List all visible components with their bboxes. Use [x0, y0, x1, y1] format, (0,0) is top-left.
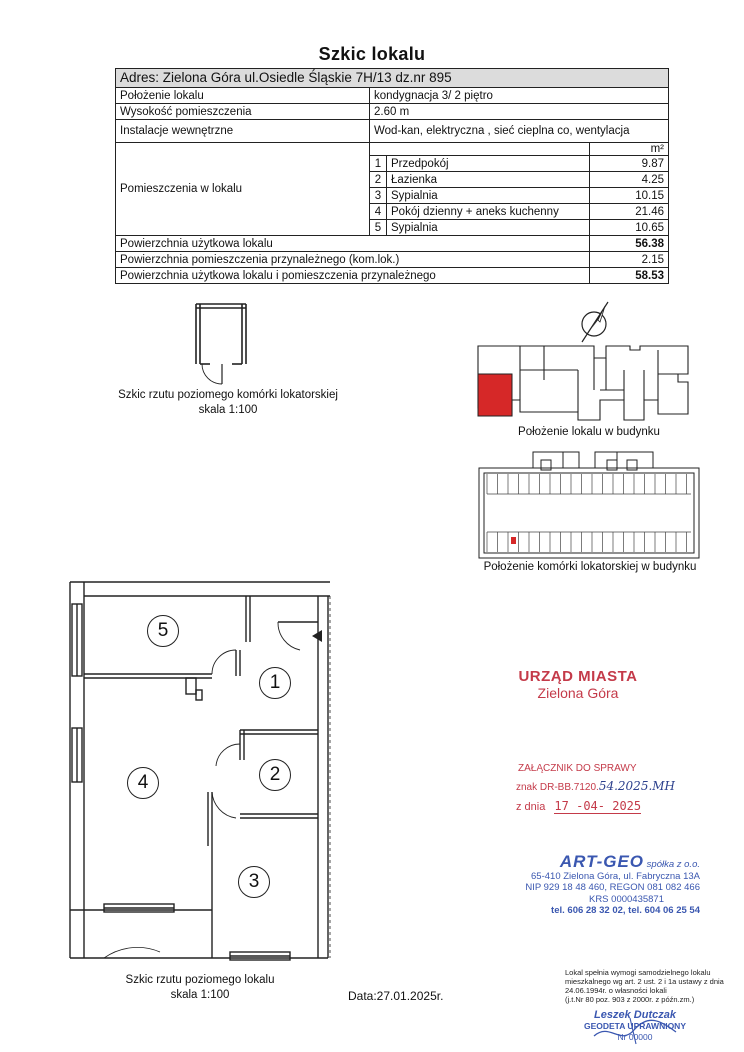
storage-highlight [511, 537, 516, 544]
row-label: Instalacje wewnętrzne [116, 120, 370, 143]
attachment-stamp-line1: ZAŁĄCZNIK DO SPRAWY [518, 763, 637, 774]
building-location-plan [474, 340, 704, 425]
plan-caption-line2: skala 1:100 [170, 989, 230, 1001]
legal-note-line: 24.06.1994r. o własności lokali [565, 986, 667, 995]
attachment-stamp-date-hand: 17 -04- 2025 [554, 799, 642, 813]
row-value: 2.60 m [370, 104, 669, 120]
room-name: Sypialnia [387, 220, 590, 236]
legal-note-line: Lokal spełnia wymogi samodzielnego lokalu [565, 968, 711, 977]
storage-caption-line1: Szkic rzutu poziomego komórki lokatorskiej [118, 389, 338, 401]
room-area: 21.46 [590, 204, 669, 220]
room-name: Pokój dzienny + aneks kuchenny [387, 204, 590, 220]
row-label: Wysokość pomieszczenia [116, 104, 370, 120]
entrance-marker-icon [312, 630, 322, 642]
total-value: 2.15 [590, 252, 669, 268]
company-stamp [490, 852, 700, 917]
table-row [116, 143, 669, 156]
room-number: 4 [370, 204, 387, 220]
room-name: Przedpokój [387, 156, 590, 172]
total-label: Powierzchnia pomieszczenia przynależnego (kom.lok.) [116, 252, 590, 268]
room-number: 3 [370, 188, 387, 204]
room-area: 10.65 [590, 220, 669, 236]
room-name: Sypialnia [387, 188, 590, 204]
total-label: Powierzchnia użytkowa lokalu i pomieszczenia przynależnego [116, 268, 590, 284]
room-area: 9.87 [590, 156, 669, 172]
room-number: 5 [370, 220, 387, 236]
total-row [116, 268, 669, 284]
units-label: m² [590, 143, 669, 156]
surveyor-number: Nr 00000 [617, 1032, 653, 1042]
room-1-label: 1 [259, 667, 291, 699]
basement-storage-plan [477, 448, 702, 560]
company-krs: KRS 0000435871 [588, 893, 664, 905]
storage-caption [95, 388, 361, 418]
row-value: kondygnacja 3/ 2 piętro [370, 88, 669, 104]
table-row [116, 88, 669, 104]
page-title: Szkic lokalu [318, 44, 426, 64]
row-label: Położenie lokalu [116, 88, 370, 104]
office-stamp-line2: Zielona Góra [537, 685, 619, 701]
company-nip: NIP 929 18 48 460, REGON 081 082 466 [525, 882, 700, 893]
legal-note-line: (j.t.Nr 80 poz. 903 z 2000r. z późn.zm.) [565, 995, 695, 1004]
attachment-stamp [516, 763, 716, 813]
storage-cell-sketch [180, 298, 260, 388]
room-number: 2 [370, 172, 387, 188]
room-3-label: 3 [238, 866, 270, 898]
table-row [116, 120, 669, 143]
storage-location-caption: Położenie komórki lokatorskiej w budynku [483, 561, 697, 573]
apartment-floor-plan [60, 578, 350, 970]
company-logo: ART-GEO [559, 852, 645, 871]
company-suffix: spółka z o.o. [646, 859, 700, 870]
rooms-label: Pomieszczenia w lokalu [116, 143, 370, 236]
room-area: 4.25 [590, 172, 669, 188]
attachment-stamp-date-prefix: z dnia [516, 801, 546, 813]
address: Adres: Zielona Góra ul.Osiedle Śląskie 7H/13 dz.nr 895 [116, 69, 669, 88]
plan-caption [90, 973, 310, 1003]
apartment-highlight [478, 374, 512, 416]
surveyor-title: GEODETA UPRAWNIONY [583, 1021, 686, 1031]
storage-caption-line2: skala 1:100 [198, 404, 258, 416]
total-row [116, 252, 669, 268]
plan-caption-line1: Szkic rzutu poziomego lokalu [125, 974, 275, 986]
date-label: Data:27.01.2025r. [348, 989, 444, 1003]
table-row [116, 104, 669, 120]
total-value: 56.38 [590, 236, 669, 252]
attachment-stamp-sign-prefix: znak DR-BB.7120. [516, 782, 599, 793]
total-label: Powierzchnia użytkowa lokalu [116, 236, 590, 252]
office-stamp-line1: URZĄD MIASTA [518, 668, 638, 685]
room-area: 10.15 [590, 188, 669, 204]
info-table [115, 68, 669, 284]
legal-note [565, 968, 735, 1004]
location-caption: Położenie lokalu w budynku [518, 426, 660, 438]
attachment-stamp-sign-hand: 54.2025.MH [598, 779, 676, 793]
signature-scribble-icon [590, 1012, 680, 1048]
address-row [116, 69, 669, 88]
room-number: 1 [370, 156, 387, 172]
legal-note-line: mieszkalnego wg art. 2 ust. 2 i 1a ustawy z dnia [565, 977, 724, 986]
company-phone: tel. 606 28 32 02, tel. 604 06 25 54 [551, 905, 700, 916]
total-row [116, 236, 669, 252]
total-value: 58.53 [590, 268, 669, 284]
office-stamp [498, 668, 658, 701]
room-2-label: 2 [259, 759, 291, 791]
room-5-label: 5 [147, 615, 179, 647]
room-4-label: 4 [127, 767, 159, 799]
company-address: 65-410 Zielona Góra, ul. Fabryczna 13A [531, 870, 700, 882]
north-arrow-icon [572, 298, 616, 346]
room-name: Łazienka [387, 172, 590, 188]
surveyor-name: Leszek Dutczak [594, 1009, 676, 1021]
row-value: Wod-kan, elektryczna , sieć cieplna co, wentylacja [370, 120, 669, 143]
